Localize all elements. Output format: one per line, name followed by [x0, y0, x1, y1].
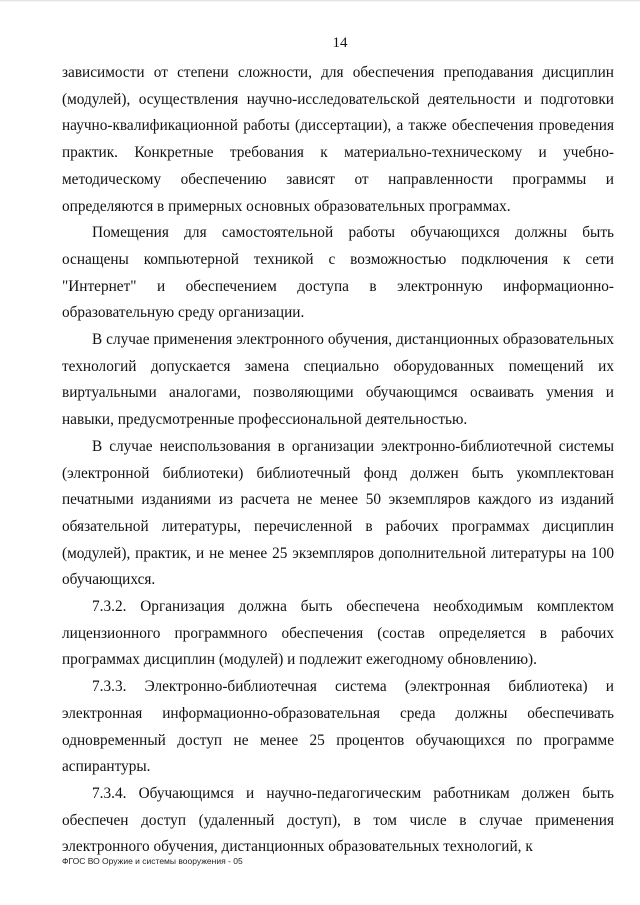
paragraph-self-study-rooms: Помещения для самостоятельной работы обучающихся должны быть оснащены компьютерной техникой с возможностью подключения к сети "Интернет" и обеспечением доступа в электронную информационно-образовательную среду организации. [62, 224, 614, 322]
paragraph-7-3-2: 7.3.2. Организация должна быть обеспечена необходимым комплектом лицензионного программного обеспечения (состав определяется в рабочих программах дисциплин (модулей) и подлежит ежегодному обновлению). [62, 598, 614, 669]
paragraph-7-3-3: 7.3.3. Электронно-библиотечная система (электронная библиотека) и электронная информационно-образовательная среда должны обеспечивать одновременный доступ не менее 25 процентов обучающихся по программе аспирантуры. [62, 678, 614, 776]
paragraph-e-learning: В случае применения электронного обучения, дистанционных образовательных технологий допускается замена специально оборудованных помещений их виртуальными аналогами, позволяющими обучающимся осваивать умения и навыки, предусмотренные профессиональной деятельностью. [62, 331, 614, 429]
paragraph-continuation: зависимости от степени сложности, для обеспечения преподавания дисциплин (модулей), осуществления научно-исследовательской деятельности и подготовки научно-квалификационной работы (диссертации), а также обеспечения проведения практик. Конкретные требования к материально-техническому и учебно-методическому обеспечению зависят от направленности программы и определяются в примерных основных образовательных программах. [62, 64, 614, 215]
document-body [62, 60, 614, 861]
page-footer: ФГОС ВО Оружие и системы вооружения - 05 [62, 856, 243, 866]
paragraph-7-3-4: 7.3.4. Обучающимся и научно-педагогическим работникам должен быть обеспечен доступ (удаленный доступ), в том числе в случае применения электронного обучения, дистанционных образовательных технологий, к [62, 784, 614, 856]
scan-edge [0, 0, 640, 2]
page-number: 14 [332, 35, 348, 51]
paragraph-library-fund: В случае неиспользования в организации электронно-библиотечной системы (электронной библиотеки) библиотечный фонд должен быть укомплектован печатными изданиями из расчета не менее 50 экземпляров каждого из изданий обязательной литературы, перечисленной в рабочих программах дисциплин (модулей), практик, и не менее 25 экземпляров дополнительной литературы на 100 обучающихся. [62, 437, 614, 589]
